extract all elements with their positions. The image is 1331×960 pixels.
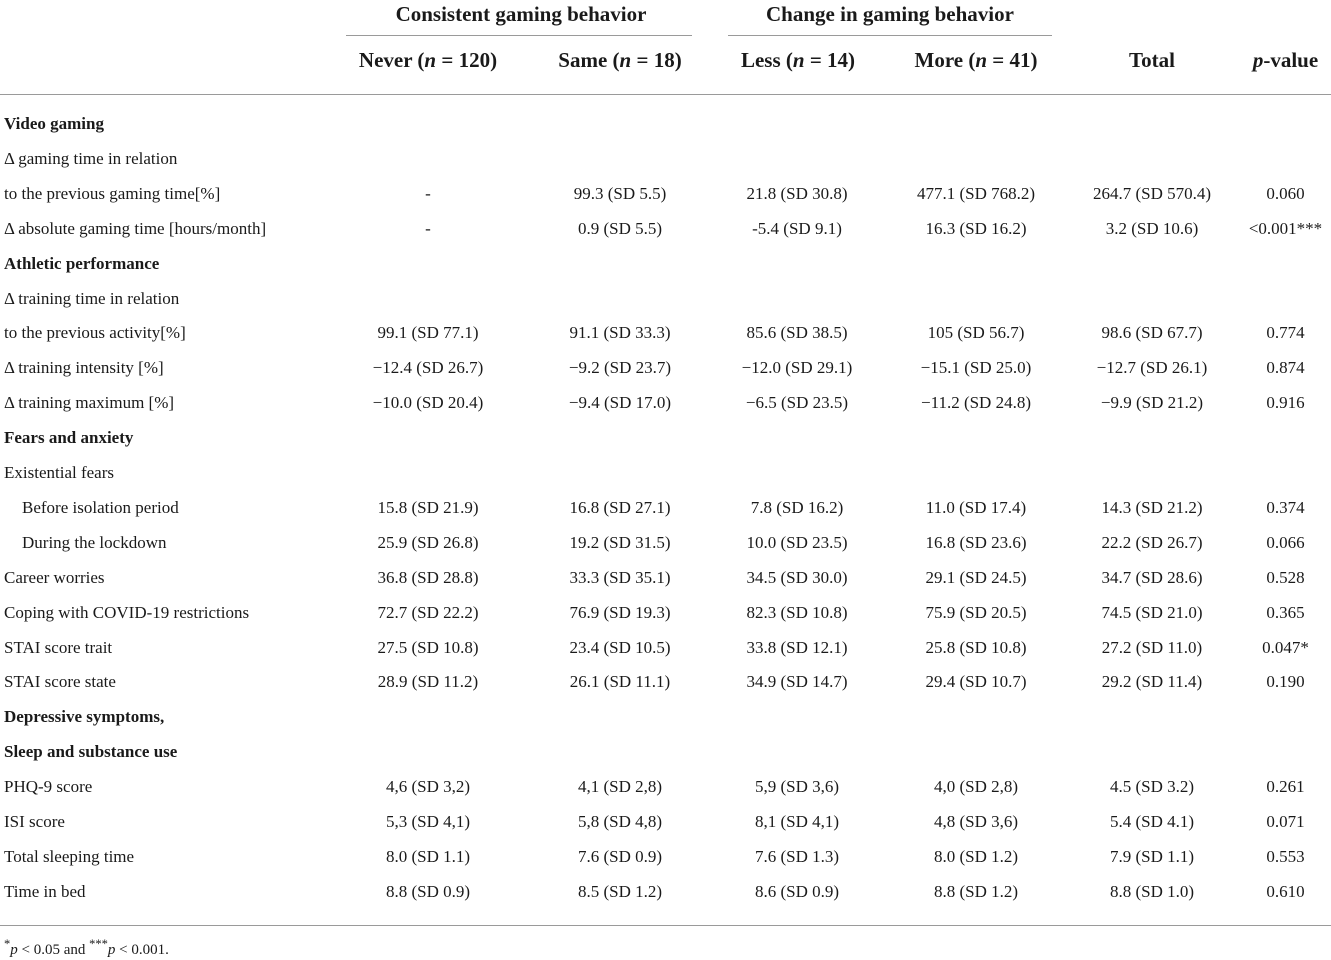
table-cell: 7.8 (SD 16.2) — [750, 497, 844, 517]
row-label: ISI score — [4, 812, 65, 831]
p-value-cell: 0.066 — [1266, 532, 1305, 552]
column-header-total: Total — [1129, 48, 1175, 72]
row-label: Δ training maximum [%] — [4, 393, 175, 413]
table-cell: 16.8 (SD 27.1) — [569, 497, 671, 517]
n-symbol: n — [424, 48, 437, 72]
table-cell: 5,9 (SD 3,6) — [754, 777, 840, 797]
table-row — [0, 350, 1331, 385]
table-cell: 4,1 (SD 2,8) — [577, 777, 663, 797]
row-label: to the previous activity[%] — [4, 323, 186, 343]
table-cell: 72.7 (SD 22.2) — [377, 602, 479, 622]
row-label: STAI score state — [4, 672, 116, 692]
table-cell: 11.0 (SD 17.4) — [925, 497, 1027, 517]
table-cell: 5.4 (SD 4.1) — [1109, 812, 1195, 831]
p-value-cell: 0.047* — [1262, 637, 1309, 657]
table-cell: 76.9 (SD 19.3) — [569, 602, 671, 622]
table-cell: 27.5 (SD 10.8) — [377, 637, 479, 657]
footnote-star-1: * — [4, 937, 11, 951]
column-label: Less — [740, 48, 781, 72]
table-cell: 25.9 (SD 26.8) — [377, 532, 479, 552]
table-cell: 477.1 (SD 768.2) — [916, 183, 1036, 203]
table-cell: −9.2 (SD 23.7) — [568, 358, 672, 378]
group-underline-change — [728, 35, 1052, 36]
table-cell: 4,0 (SD 2,8) — [933, 777, 1019, 797]
table-cell: −12.4 (SD 26.7) — [372, 358, 484, 378]
table-row — [0, 176, 1331, 211]
table-bottom-rule — [0, 925, 1331, 926]
row-label: Career worries — [4, 567, 105, 587]
row-label: Before isolation period — [22, 497, 179, 517]
table-cell: 8.0 (SD 1.1) — [385, 846, 471, 866]
table-cell: 7.6 (SD 0.9) — [577, 846, 663, 866]
section-row — [0, 106, 1331, 141]
section-row — [0, 420, 1331, 455]
column-n: 120 — [458, 48, 491, 72]
row-label: Athletic performance — [4, 253, 160, 273]
table-row — [0, 560, 1331, 595]
row-label: Δ training intensity [%] — [4, 358, 164, 378]
table-cell: - — [425, 183, 431, 203]
n-symbol: n — [619, 48, 632, 72]
p-value-cell: 0.874 — [1266, 358, 1305, 378]
row-label: STAI score trait — [4, 637, 113, 657]
table-cell: 22.2 (SD 26.7) — [1101, 532, 1203, 552]
table-cell: 91.1 (SD 33.3) — [569, 323, 671, 343]
table-cell: 16.8 (SD 23.6) — [925, 532, 1027, 552]
footnote-p-2: p — [107, 942, 116, 958]
p-value-suffix: -value — [1263, 48, 1319, 72]
table-row — [0, 281, 1331, 316]
table-cell: 8.0 (SD 1.2) — [933, 846, 1019, 866]
p-value-cell: 0.365 — [1266, 602, 1305, 622]
table-row — [0, 141, 1331, 176]
table-cell: 0.9 (SD 5.5) — [577, 218, 663, 238]
table-cell: 26.1 (SD 11.1) — [569, 672, 671, 692]
table-cell: 4.5 (SD 3.2) — [1109, 777, 1195, 797]
row-label: Δ absolute gaming time [hours/month] — [4, 218, 267, 238]
table-cell: 33.8 (SD 12.1) — [746, 637, 848, 657]
n-symbol: n — [792, 48, 805, 72]
table-cell: 33.3 (SD 35.1) — [569, 567, 671, 587]
row-label: During the lockdown — [22, 532, 167, 552]
table-cell: 28.9 (SD 11.2) — [377, 672, 479, 692]
group-header-change: Change in gaming behavior — [766, 2, 1014, 26]
table-cell: 85.6 (SD 38.5) — [746, 323, 848, 343]
table-cell: 4,8 (SD 3,6) — [933, 812, 1019, 831]
table-row — [0, 839, 1331, 874]
table-row — [0, 804, 1331, 839]
table-cell: −15.1 (SD 25.0) — [920, 358, 1032, 378]
table-row — [0, 664, 1331, 699]
table-cell: 29.4 (SD 10.7) — [925, 672, 1027, 692]
p-value-cell: 0.774 — [1266, 323, 1305, 343]
column-label: Same — [558, 48, 608, 72]
table-cell: −9.4 (SD 17.0) — [568, 393, 672, 413]
table-cell: 8.8 (SD 1.2) — [933, 881, 1019, 901]
table-cell: 8.5 (SD 1.2) — [577, 881, 663, 901]
table-row — [0, 595, 1331, 630]
p-value-cell: 0.190 — [1266, 672, 1305, 692]
table-cell: 34.7 (SD 28.6) — [1101, 567, 1203, 587]
row-label: Video gaming — [4, 114, 104, 133]
p-value-cell: 0.553 — [1266, 846, 1305, 866]
header-rule — [0, 94, 1331, 95]
table-cell: 82.3 (SD 10.8) — [746, 602, 848, 622]
table-cell: −12.0 (SD 29.1) — [741, 358, 853, 378]
table-cell: 25.8 (SD 10.8) — [925, 637, 1027, 657]
p-symbol: p — [1252, 48, 1264, 72]
p-value-cell: 0.071 — [1266, 812, 1305, 831]
footnote-star-3: *** — [89, 937, 108, 951]
table-cell: 5,8 (SD 4,8) — [577, 812, 663, 831]
column-header-never: Never (n = 120) — [358, 48, 498, 72]
table-cell: 34.9 (SD 14.7) — [746, 672, 848, 692]
group-underline-consistent — [346, 35, 692, 36]
table-cell: 75.9 (SD 20.5) — [925, 602, 1027, 622]
table-cell: 8.6 (SD 0.9) — [754, 881, 840, 901]
p-value-cell: 0.610 — [1266, 881, 1305, 901]
table-cell: 7.9 (SD 1.1) — [1109, 846, 1195, 866]
column-header-p-value — [1240, 44, 1331, 76]
p-value-cell: <0.001*** — [1248, 218, 1323, 238]
row-label: Δ gaming time in relation — [4, 148, 178, 168]
table-row — [0, 385, 1331, 420]
section-row — [0, 246, 1331, 281]
row-label: Fears and anxiety — [4, 428, 134, 448]
table-cell: 36.8 (SD 28.8) — [377, 567, 479, 587]
table-cell: 29.2 (SD 11.4) — [1101, 672, 1203, 692]
table-cell: −12.7 (SD 26.1) — [1096, 358, 1208, 378]
table-cell: 105 (SD 56.7) — [927, 323, 1025, 343]
group-header-consistent: Consistent gaming behavior — [395, 2, 647, 26]
table-cell: 27.2 (SD 11.0) — [1101, 637, 1203, 657]
column-n: 14 — [827, 48, 849, 72]
p-value-cell: 0.060 — [1266, 183, 1305, 203]
p-value-cell: 0.261 — [1266, 777, 1305, 797]
column-header-less: Less (n = 14) — [740, 48, 856, 72]
footnote-text-1: < 0.05 and — [17, 942, 90, 958]
row-label: Time in bed — [4, 881, 86, 901]
column-n: 41 — [1009, 48, 1031, 72]
table-row — [0, 525, 1331, 560]
p-value-cell: 0.374 — [1266, 497, 1305, 517]
table-cell: −9.9 (SD 21.2) — [1100, 393, 1204, 413]
section-row — [0, 699, 1331, 734]
row-label: to the previous gaming time[%] — [4, 183, 221, 203]
table-cell: 14.3 (SD 21.2) — [1101, 497, 1203, 517]
table-cell: 21.8 (SD 30.8) — [746, 183, 848, 203]
table-footnote — [4, 934, 169, 960]
table-row — [0, 769, 1331, 804]
row-label: Depressive symptoms, — [4, 707, 165, 727]
footnote-text-2: < 0.001. — [115, 942, 169, 958]
table-row — [0, 455, 1331, 490]
section-row — [0, 734, 1331, 769]
table-cell: -5.4 (SD 9.1) — [752, 218, 842, 238]
table-cell: 4,6 (SD 3,2) — [385, 777, 471, 797]
table-cell: 29.1 (SD 24.5) — [925, 567, 1027, 587]
table-cell: 98.6 (SD 67.7) — [1101, 323, 1203, 343]
table-cell: 34.5 (SD 30.0) — [746, 567, 848, 587]
table-cell: 264.7 (SD 570.4) — [1092, 183, 1212, 203]
table-row — [0, 874, 1331, 909]
table-cell: 16.3 (SD 16.2) — [925, 218, 1027, 238]
column-n: 18 — [653, 48, 675, 72]
n-symbol: n — [975, 48, 988, 72]
row-label: Sleep and substance use — [4, 742, 178, 762]
table-cell: −10.0 (SD 20.4) — [372, 393, 484, 413]
table-cell: 8.8 (SD 1.0) — [1109, 881, 1195, 901]
table-cell: 8.8 (SD 0.9) — [385, 881, 471, 901]
table-cell: 99.3 (SD 5.5) — [573, 183, 667, 203]
table-cell: 74.5 (SD 21.0) — [1101, 602, 1203, 622]
table-cell: −6.5 (SD 23.5) — [745, 393, 849, 413]
column-header-more: More (n = 41) — [914, 48, 1038, 72]
table-cell: 19.2 (SD 31.5) — [569, 532, 671, 552]
table-cell: 7.6 (SD 1.3) — [754, 846, 840, 866]
table-cell: 8,1 (SD 4,1) — [754, 812, 840, 831]
row-label: Coping with COVID-19 restrictions — [4, 602, 250, 622]
table-cell: 10.0 (SD 23.5) — [746, 532, 848, 552]
p-value-cell: 0.528 — [1266, 567, 1305, 587]
table-row — [0, 211, 1331, 246]
row-label: Total sleeping time — [4, 846, 135, 866]
row-label: Existential fears — [4, 463, 114, 482]
column-header-same: Same (n = 18) — [558, 48, 682, 72]
table-row — [0, 490, 1331, 525]
table-cell: 23.4 (SD 10.5) — [569, 637, 671, 657]
table-cell: −11.2 (SD 24.8) — [920, 393, 1031, 413]
table-cell: 99.1 (SD 77.1) — [377, 323, 479, 343]
row-label: Δ training time in relation — [4, 288, 180, 308]
column-label: More — [914, 48, 964, 72]
table-row — [0, 630, 1331, 665]
table-cell: 3.2 (SD 10.6) — [1105, 218, 1199, 238]
table-cell: 5,3 (SD 4,1) — [385, 812, 471, 831]
table-row — [0, 315, 1331, 350]
column-label: Never — [358, 48, 413, 72]
table-cell: - — [425, 218, 431, 238]
table-cell: 15.8 (SD 21.9) — [377, 497, 479, 517]
p-value-cell: 0.916 — [1266, 393, 1305, 413]
row-label: PHQ-9 score — [4, 777, 93, 797]
footnote-p-1: p — [10, 942, 18, 958]
